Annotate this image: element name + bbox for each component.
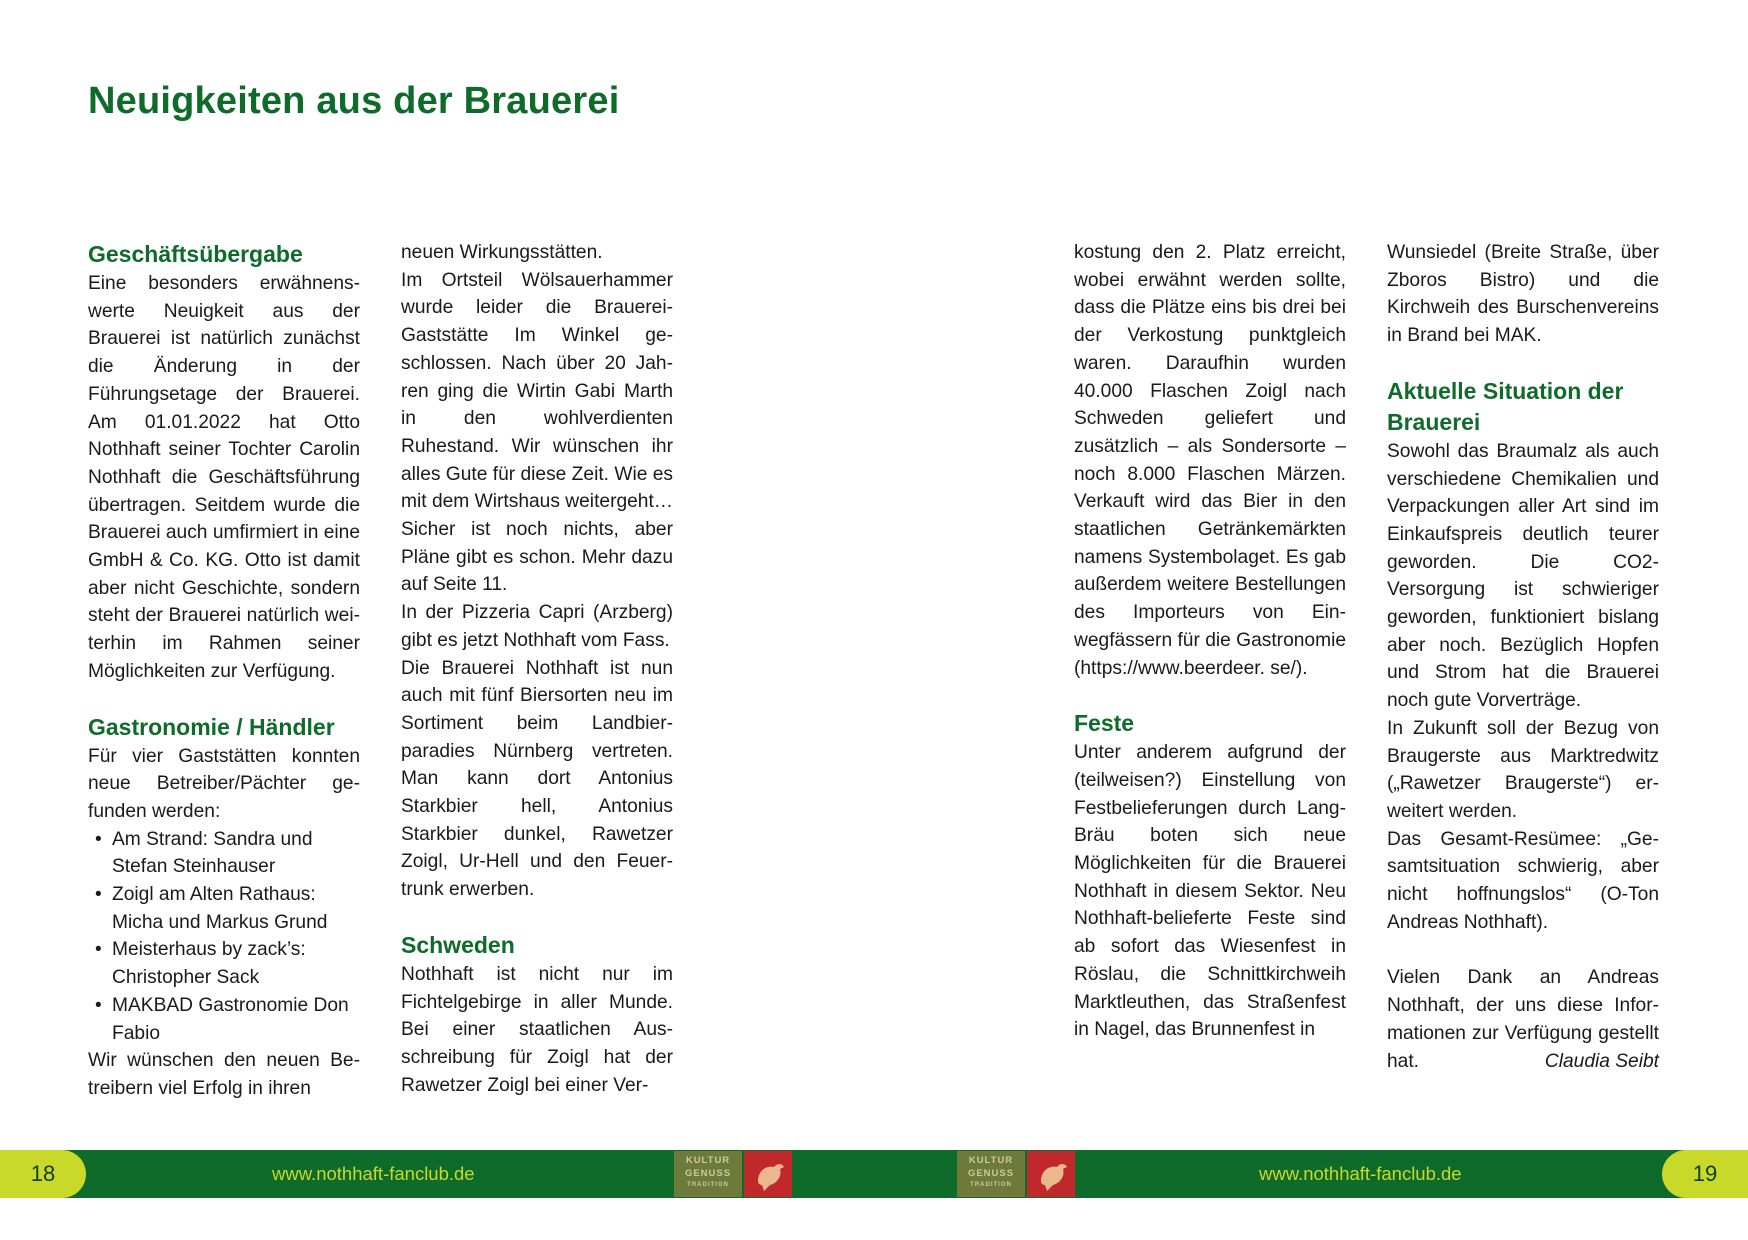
bird-icon: [744, 1151, 792, 1197]
heading-aktuelle-situation: Aktuelle Situation der Brauerei: [1387, 377, 1624, 435]
list-item: • Am Strand: Sandra und Stefan Steinhauser: [88, 826, 360, 881]
paragraph: neuen Wirkungsstätten.: [401, 242, 603, 263]
kultur-genuss-logo: [674, 1151, 792, 1197]
paragraph: Wunsiedel (Breite Straße, über Zboros Bistro) und die Kirchweih des Burschenvereins in Brand bei MAK.: [1387, 242, 1659, 347]
list-item: • Zoigl am Alten Rathaus: Micha und Markus Grund: [88, 881, 360, 936]
logo-line: TRADITION: [687, 1182, 729, 1188]
paragraph: Unter anderem aufgrund der (teilweisen?) Einstellung von Festbelieferungen durch Lang-Bräu boten sich neue Möglichkeiten für die Brauerei Nothhaft in diesem Sektor. Neu Nothhaft-belieferte Feste sind ab sofort das Wiesenfest in Röslau, die Schnittkirchweih Marktleuthen, das Straßenfest in Nagel, das Brunnenfest in: [1074, 742, 1346, 1041]
heading-gastronomie: Gastronomie / Händler: [88, 713, 335, 740]
list-item: • MAKBAD Gastronomie Don Fabio: [88, 992, 360, 1047]
bird-icon: [1027, 1151, 1075, 1197]
column-2: [401, 239, 673, 1099]
page-number-left: 18: [0, 1150, 86, 1198]
heading-feste: Feste: [1074, 710, 1135, 737]
footer-link-left[interactable]: www.nothhaft-fanclub.de: [272, 1163, 475, 1184]
gastronomy-list: [88, 826, 360, 1048]
column-3: [1074, 239, 1346, 1044]
author-signature: Claudia Seibt: [1544, 1050, 1659, 1072]
column-1: [88, 239, 360, 1103]
heading-schweden: Schweden: [401, 931, 515, 958]
paragraph: kostung den 2. Platz erreicht, wobei erwähnt werden sollte, dass die Plätze eins bis drei bei der Verkostung punktgleich waren. Daraufhin wurden 40.000 Flaschen Zoigl nach Schweden geliefert und zusätzlich – als Sondersorte – noch 8.000 Flaschen Märzen. Verkauft wird das Bier in den staatlichen Getränkemärkten namens Systembolaget. Es gab außerdem weitere Bestellungen des Importeurs von Einwegfässern für die Gastronomie (https://www.beerdeer. se/).: [1074, 242, 1346, 679]
footer-link-right[interactable]: www.nothhaft-fanclub.de: [1259, 1163, 1462, 1184]
logo-line: KULTUR: [685, 1155, 731, 1166]
paragraph: Das Gesamt-Resümee: „Gesamtsituation schwierig, aber nicht hoffnungslos“ (O-Ton Andreas Nothhaft).: [1387, 828, 1659, 933]
paragraph-thanks: [1387, 964, 1659, 1075]
logo-line: KULTUR: [968, 1155, 1014, 1166]
paragraph: Nothhaft ist nicht nur im Fichtelgebirge in aller Munde. Bei einer staatlichen Ausschreibung für Zoigl hat der Rawetzer Zoigl bei einer Ver-: [401, 963, 673, 1096]
paragraph: In Zukunft soll der Bezug von Braugerste aus Marktredwitz („Rawetzer Braugerste“) erweitert werden.: [1387, 717, 1659, 822]
paragraph: Für vier Gaststätten konnten neue Betreiber/Pächter gefunden werden:: [88, 745, 360, 822]
column-4: [1387, 239, 1659, 1075]
heading-geschaeftsuebergabe: Geschäftsübergabe: [88, 241, 303, 267]
paragraph: Eine besonders erwähnenswerte Neuigkeit aus der Brauerei ist natürlich zunächst die Änderung in der Führungsetage der Brauerei. Am 01.01.2022 hat Otto Nothhaft seiner Tochter Carolin Nothhaft die Geschäftsführung übertragen. Seitdem wurde die Brauerei auch umfirmiert in eine GmbH & Co. KG. Otto ist damit aber nicht Geschichte, sondern steht der Brauerei natürlich weiterhin im Rahmen seiner Möglichkeiten zur Verfügung.: [88, 273, 360, 682]
logo-text: [674, 1151, 742, 1197]
kultur-genuss-logo: [957, 1151, 1075, 1197]
paragraph: Die Brauerei Nothhaft ist nun auch mit fünf Biersorten neu im Sortiment beim Landbierparadies Nürnberg vertreten. Man kann dort Antonius Starkbier hell, Antonius Starkbier dunkel, Rawetzer Zoigl, Ur-Hell und den Feuertrunk erwerben.: [401, 657, 673, 901]
paragraph: Sowohl das Braumalz als auch verschiedene Chemikalien und Verpackungen aller Art sind im Einkaufspreis deutlich teurer geworden. Die CO2-Versorgung ist schwieriger geworden, funktioniert bislang aber noch. Bezüglich Hopfen und Strom hat die Brauerei noch gute Vorverträge.: [1387, 440, 1659, 712]
paragraph: Wir wünschen den neuen Betreibern viel Erfolg in ihren: [88, 1050, 360, 1099]
logo-line: TRADITION: [970, 1182, 1012, 1188]
paragraph: Im Ortsteil Wölsauerhammer wurde leider die Brauerei-Gaststätte Im Winkel geschlossen. Nach über 20 Jahren ging die Wirtin Gabi Marth in den wohlverdienten Ruhestand. Wir wünschen ihr alles Gute für diese Zeit. Wie es mit dem Wirtshaus weitergeht… Sicher ist noch nichts, aber Pläne gibt es schon. Mehr dazu auf Seite 11.: [401, 269, 673, 596]
thanks-text: Vielen Dank an Andreas Nothhaft, der uns diese Informationen zur Verfügung gestellt hat.: [1387, 967, 1659, 1072]
logo-line: GENUSS: [967, 1168, 1015, 1179]
logo-line: GENUSS: [684, 1168, 732, 1179]
footer-bar: [0, 1150, 1748, 1198]
list-item: • Meisterhaus by zack’s: Christopher Sack: [88, 936, 360, 991]
page-title: Neuigkeiten aus der Brauerei: [88, 80, 620, 122]
logo-text: [957, 1151, 1025, 1197]
page-number-right: 19: [1662, 1150, 1748, 1198]
paragraph: In der Pizzeria Capri (Arzberg) gibt es jetzt Nothhaft vom Fass.: [401, 602, 673, 651]
